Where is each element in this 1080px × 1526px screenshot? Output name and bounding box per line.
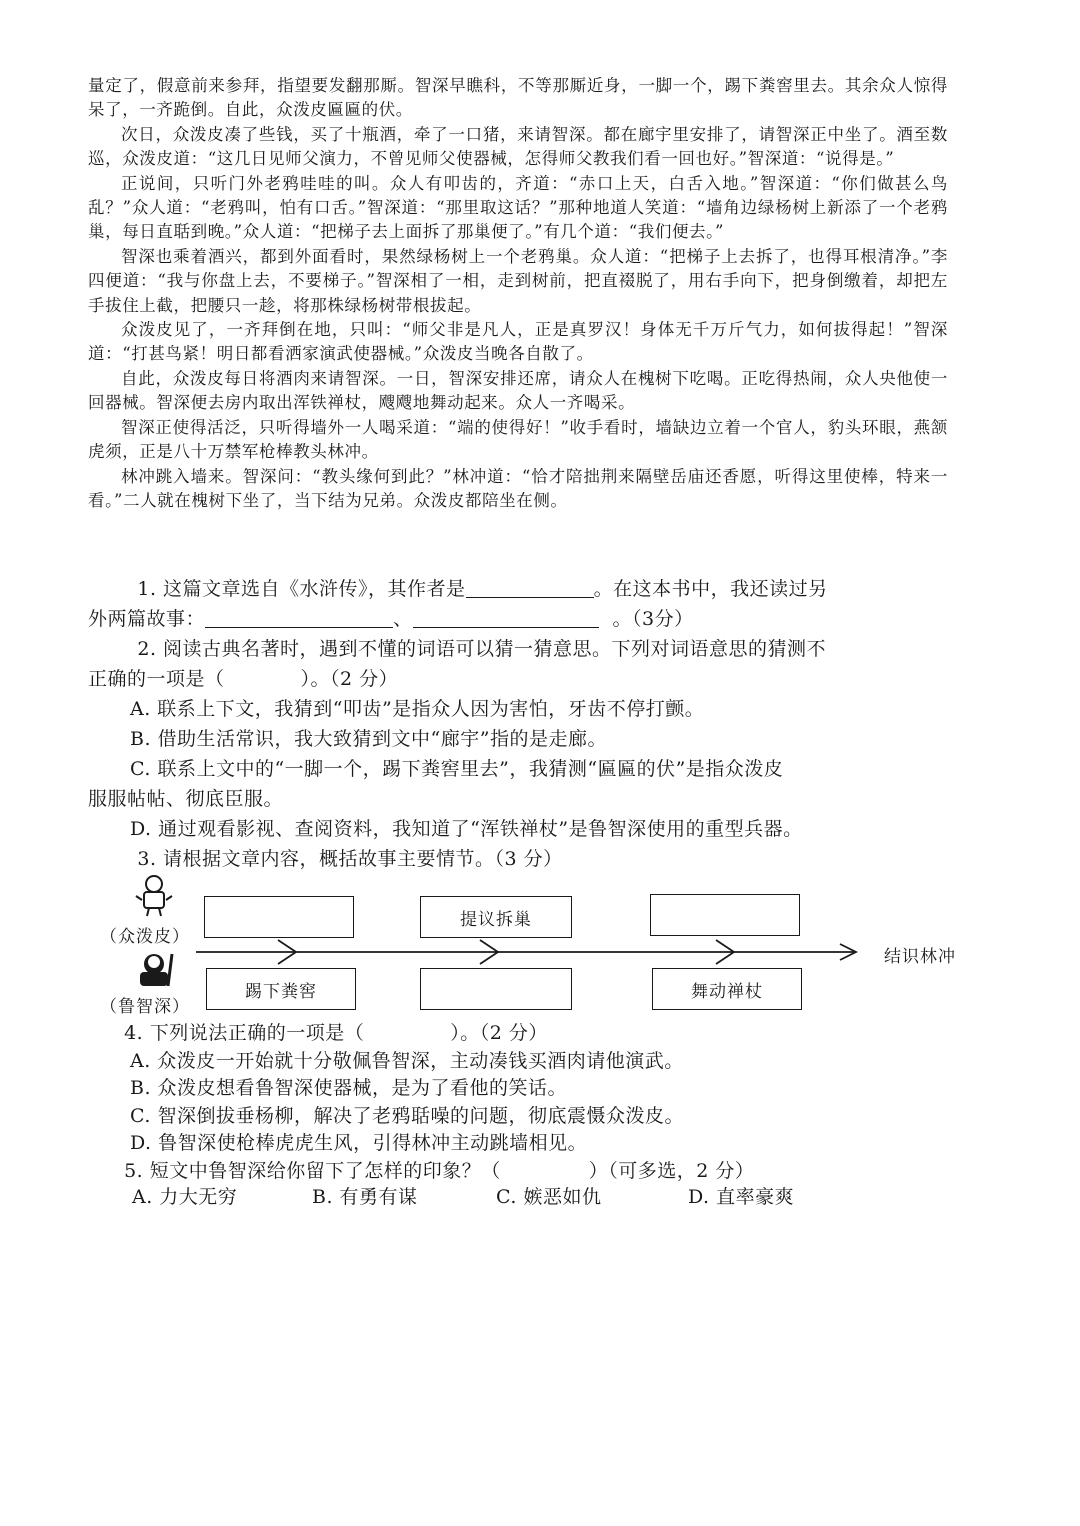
q1-text-c: 外两篇故事： — [88, 608, 206, 630]
q2-option-c: C. 联系上文中的“一脚一个，踢下粪窖里去”，我猜测“匾匾的伏”是指众泼皮 — [130, 758, 784, 780]
passage-paragraph: 智深也乘着酒兴，都到外面看时，果然绿杨树上一个老鸦巢。众人道：“把梯子上去拆了，也得耳根清净。”李四便道：“我与你盘上去，不要梯子。”智深相了一相，走到树前，把直裰脱了，用右手向下，把身倒缴着，却把左手拔住上截，把腰只一趁，将那株绿杨树带根拔起。 — [88, 246, 948, 315]
question-2-stem-cont — [88, 664, 948, 694]
q4-option-a: A. 众泼皮一开始就十分敬佩鲁智深，主动凑钱买酒肉请他演武。 — [130, 1049, 684, 1072]
end-event-label: 结识林冲 — [884, 947, 956, 967]
passage-paragraph: 量定了，假意前来参拜，指望要发翻那厮。智深早瞧科，不等那厮近身，一脚一个，踢下粪窖里去。其余众人惊得呆了，一齐跪倒。自此，众泼皮匾匾的伏。 — [88, 76, 948, 120]
reading-passage — [88, 74, 948, 513]
pizi-label: （众泼皮） — [100, 927, 190, 947]
q1-sep: 、 — [393, 608, 413, 630]
q1-text-b: 。在这本书中，我还读过另 — [593, 578, 828, 600]
q4-stem: 4. 下列说法正确的一项是（ — [124, 1022, 365, 1044]
q5-option-d[interactable]: D. 直率豪爽 — [688, 1186, 795, 1208]
q2-option-a: A. 联系上下文，我猜到“叩齿”是指众人因为害怕，牙齿不停打颤。 — [130, 698, 705, 720]
q5-stem: 5. 短文中鲁智深给你留下了怎样的印象？（ — [124, 1159, 501, 1182]
question-3-stem: 3. 请根据文章内容，概括故事主要情节。（3 分） — [137, 848, 563, 870]
q2-stem2b: ）。（2 分） — [300, 668, 399, 690]
plot-box-top-3[interactable] — [650, 894, 800, 936]
q1-story-blank-2[interactable] — [413, 605, 599, 628]
q2-option-b: B. 借助生活常识，我大致猜到文中“廊宇”指的是走廊。 — [130, 728, 607, 750]
pizi-figure-icon — [136, 876, 172, 916]
passage-paragraph: 自此，众泼皮每日将酒肉来请智深。一日，智深安排还席，请众人在槐树下吃喝。正吃得热闹，众人央他使一回器械。智深便去房内取出浑铁禅杖，飕飕地舞动起来。众人一齐喝采。 — [88, 368, 948, 413]
q4-option-d: D. 鲁智深使枪棒虎虎生风，引得林冲主动跳墙相见。 — [130, 1132, 588, 1154]
q4-stem-end: ）。（2 分） — [450, 1022, 548, 1044]
question-4-stem — [88, 1020, 948, 1048]
question-1 — [88, 574, 948, 604]
q2-option-d: D. 通过观看影视、查阅资料，我知道了“浑铁禅杖”是鲁智深使用的重型兵器。 — [130, 818, 803, 840]
q5-option-a[interactable]: A. 力大无穷 — [132, 1186, 238, 1208]
passage-paragraph: 次日，众泼皮凑了些钱，买了十瓶酒，牵了一口猪，来请智深。都在廊宇里安排了，请智深正中坐了。酒至数巡，众泼皮道：“这几日见师父演力，不曾见师父使器械，怎得师父教我们看一回也好。”智深道：“说得是。” — [88, 124, 948, 169]
luzhishen-label: （鲁智深） — [100, 997, 190, 1017]
passage-paragraph: 正说间，只听门外老鸦哇哇的叫。众人有叩齿的，齐道：“赤口上天，白舌入地。”智深道：“你们做甚么鸟乱？”众人道：“老鸦叫，怕有口舌。”智深道：“那里取这话？”那种地道人笑道：“墙角边绿杨树上新添了一个老鸦巢，每日直聒到晚。”众人道：“把梯子去上面拆了那巢便了。”有几个道：“我们便去。” — [88, 173, 948, 242]
plot-diagram — [88, 862, 988, 1022]
plot-box-bottom-1: 踢下粪窖 — [206, 968, 356, 1010]
luzhishen-figure-icon — [140, 954, 172, 986]
passage-paragraph: 智深正使得活泛，只听得墙外一人喝采道：“端的使得好！”收手看时，墙缺边立着一个官人，豹头环眼，燕颔虎须，正是八十万禁军枪棒教头林冲。 — [88, 417, 948, 462]
q5-stem-end: ）（可多选，2 分） — [588, 1159, 755, 1182]
q2-option-c-cont: 服服帖帖、彻底臣服。 — [88, 788, 284, 810]
q1-text-a: 1. 这篇文章选自《水浒传》，其作者是 — [137, 578, 466, 600]
q5-option-b[interactable]: B. 有勇有谋 — [312, 1186, 418, 1208]
question-2-stem: 2. 阅读古典名著时，遇到不懂的词语可以猜一猜意思。下列对词语意思的猜测不 — [137, 638, 827, 660]
passage-paragraph: 林冲跳入墙来。智深问：“教头缘何到此？”林冲道：“恰才陪拙荆来隔壁岳庙还香愿，听得这里使棒，特来一看。”二人就在槐树下坐了，当下结为兄弟。众泼皮都陪坐在侧。 — [88, 466, 948, 510]
q4-option-b: B. 众泼皮想看鲁智深使器械，是为了看他的笑话。 — [130, 1077, 568, 1099]
question-5-stem — [88, 1158, 948, 1186]
plot-box-top-1[interactable] — [204, 896, 354, 938]
question-section-2 — [88, 1020, 948, 1185]
q1-author-blank[interactable] — [466, 575, 594, 598]
plot-box-bottom-3: 舞动禅杖 — [652, 968, 802, 1010]
question-1-cont — [88, 604, 948, 634]
q1-story-blank-1[interactable] — [205, 605, 393, 628]
q2-stem2: 正确的一项是（ — [88, 668, 225, 690]
question-section — [88, 574, 948, 874]
plot-box-bottom-2[interactable] — [420, 968, 572, 1010]
plot-box-top-2: 提议拆巢 — [420, 896, 572, 938]
passage-paragraph: 众泼皮见了，一齐拜倒在地，只叫：“师父非是凡人，正是真罗汉！身体无千万斤气力，如何拔得起！”智深道：“打甚鸟紧！明日都看洒家演武使器械。”众泼皮当晚各自散了。 — [88, 320, 948, 364]
q5-option-c[interactable]: C. 嫉恶如仇 — [496, 1186, 602, 1208]
q1-end: 。（3分） — [612, 608, 694, 630]
q4-option-c: C. 智深倒拔垂杨柳，解决了老鸦聒噪的问题，彻底震慑众泼皮。 — [130, 1104, 684, 1127]
